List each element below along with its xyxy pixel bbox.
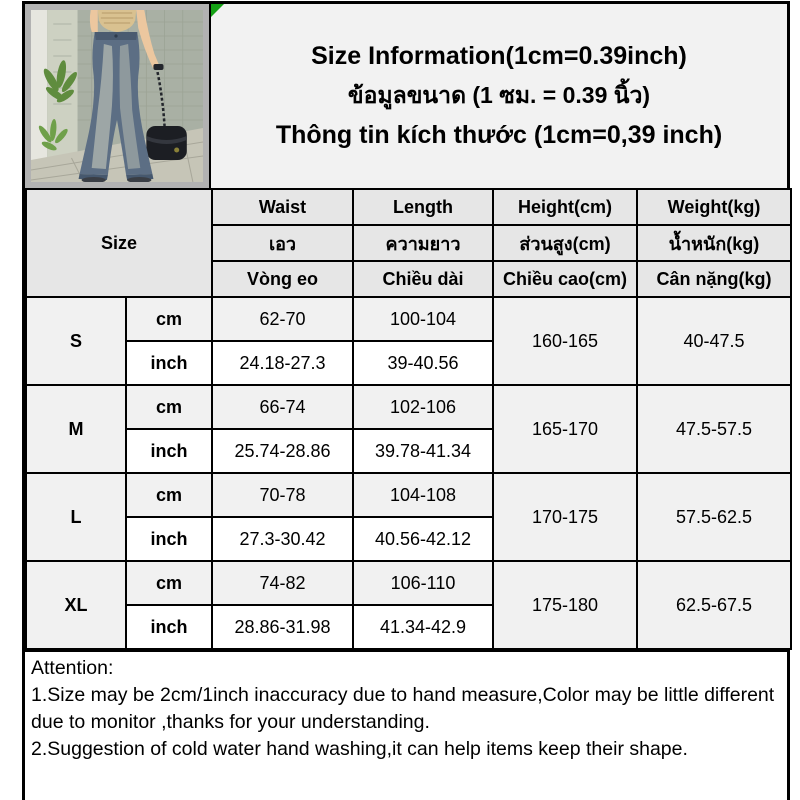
l-waist-inch: 27.3-30.42: [212, 517, 353, 561]
unit-inch: inch: [126, 517, 212, 561]
m-length-cm: 102-106: [353, 385, 493, 429]
header-length-en: Length: [353, 189, 493, 225]
top-section: [25, 4, 787, 188]
unit-inch: inch: [126, 341, 212, 385]
size-s: S: [26, 297, 126, 385]
size-m: M: [26, 385, 126, 473]
unit-cm: cm: [126, 297, 212, 341]
unit-cm: cm: [126, 473, 212, 517]
l-weight: 57.5-62.5: [637, 473, 791, 561]
header-height-vi: Chiều cao(cm): [493, 261, 637, 297]
table-row: [26, 297, 791, 341]
m-length-inch: 39.78-41.34: [353, 429, 493, 473]
m-height: 165-170: [493, 385, 637, 473]
s-length-inch: 39-40.56: [353, 341, 493, 385]
unit-inch: inch: [126, 429, 212, 473]
table-row: [26, 561, 791, 605]
attention-line-2: 2.Suggestion of cold water hand washing,it can help items keep their shape.: [31, 737, 688, 760]
table-row: [26, 385, 791, 429]
product-photo: [25, 4, 211, 188]
product-photo-illustration: [31, 10, 203, 182]
size-sheet: [22, 1, 790, 800]
title-english: Size Information(1cm=0.39inch): [311, 42, 687, 70]
m-waist-inch: 25.74-28.86: [212, 429, 353, 473]
table-row: [26, 473, 791, 517]
title-thai: ข้อมูลขนาด (1 ซม. = 0.39 นิ้ว): [347, 82, 651, 108]
s-length-cm: 100-104: [353, 297, 493, 341]
size-xl: XL: [26, 561, 126, 649]
header-height-th: ส่วนสูง(cm): [493, 225, 637, 261]
l-height: 170-175: [493, 473, 637, 561]
header-weight-th: น้ำหนัก(kg): [637, 225, 791, 261]
m-waist-cm: 66-74: [212, 385, 353, 429]
attention-title: Attention:: [31, 657, 114, 679]
l-length-inch: 40.56-42.12: [353, 517, 493, 561]
xl-height: 175-180: [493, 561, 637, 649]
m-weight: 47.5-57.5: [637, 385, 791, 473]
header-length-th: ความยาว: [353, 225, 493, 261]
size-info-header: [211, 4, 787, 188]
attention-line-1: 1.Size may be 2cm/1inch inaccuracy due to hand measure,Color may be little different due to monitor ,thanks for your understanding.: [31, 683, 775, 733]
size-header-cell: Size: [26, 189, 212, 297]
xl-weight: 62.5-67.5: [637, 561, 791, 649]
header-waist-en: Waist: [212, 189, 353, 225]
s-waist-inch: 24.18-27.3: [212, 341, 353, 385]
header-weight-vi: Cân nặng(kg): [637, 261, 791, 297]
s-height: 160-165: [493, 297, 637, 385]
s-waist-cm: 62-70: [212, 297, 353, 341]
size-l: L: [26, 473, 126, 561]
unit-cm: cm: [126, 561, 212, 605]
header-length-vi: Chiều dài: [353, 261, 493, 297]
xl-length-inch: 41.34-42.9: [353, 605, 493, 649]
attention-note: [25, 650, 787, 800]
l-waist-cm: 70-78: [212, 473, 353, 517]
l-length-cm: 104-108: [353, 473, 493, 517]
title-vietnamese: Thông tin kích thước (1cm=0,39 inch): [275, 121, 723, 149]
corner-marker-icon: [211, 4, 224, 17]
header-height-en: Height(cm): [493, 189, 637, 225]
header-weight-en: Weight(kg): [637, 189, 791, 225]
header-waist-th: เอว: [212, 225, 353, 261]
unit-cm: cm: [126, 385, 212, 429]
header-waist-vi: Vòng eo: [212, 261, 353, 297]
size-table: [25, 188, 792, 650]
unit-inch: inch: [126, 605, 212, 649]
xl-waist-inch: 28.86-31.98: [212, 605, 353, 649]
xl-waist-cm: 74-82: [212, 561, 353, 605]
xl-length-cm: 106-110: [353, 561, 493, 605]
s-weight: 40-47.5: [637, 297, 791, 385]
